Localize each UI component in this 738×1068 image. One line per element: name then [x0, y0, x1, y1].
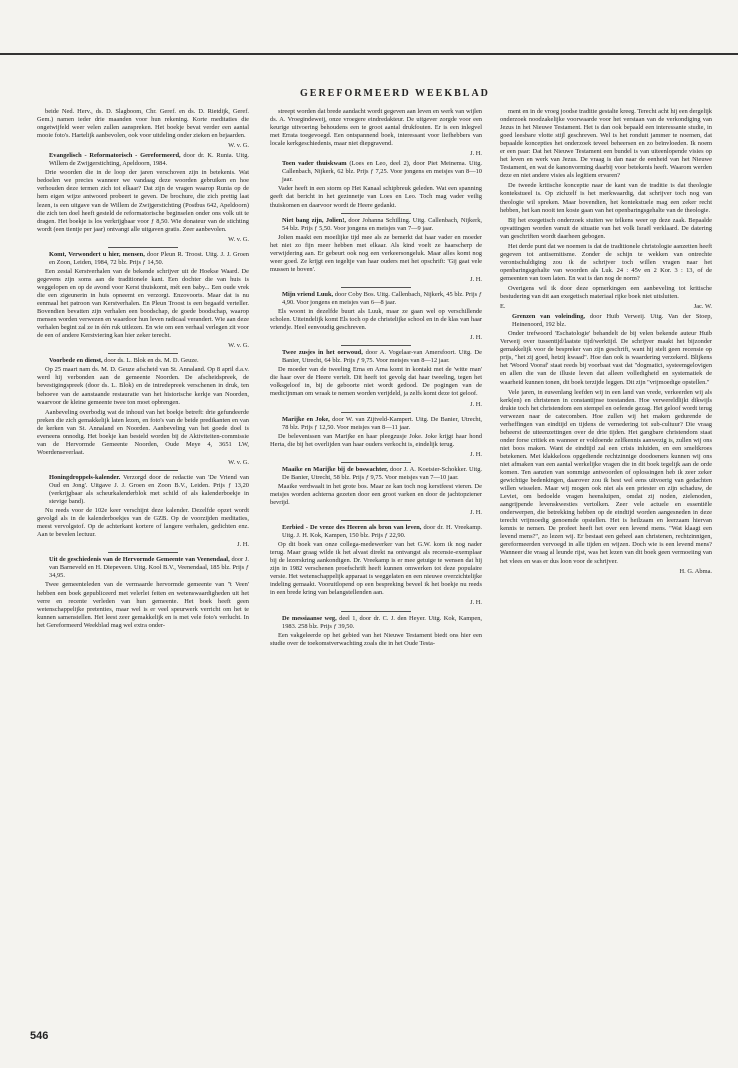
review-heading — [270, 217, 482, 233]
reviewer-signature: W. v. G. — [228, 142, 249, 150]
review-entry — [270, 615, 482, 648]
review-heading — [270, 160, 482, 184]
review-entry — [37, 556, 249, 629]
book-details: door A. Vogelaar-van Amersfoort. Uitg. De Banier, Utrecht, 64 blz. Prijs ƒ 9,75. Voor meisjes van 8—12 jaar. — [282, 349, 482, 365]
review-paragraph: Aanbeveling overbodig wat de inhoud van het boekje betreft: drie gefundeerde preken die zich gemakkelijk laten lezen, en foto's van de beide predikanten en van de kerken van St. Annaland en Noorden. Aanbeveling van het goede doel is eveneens onnodig. Het boekje kan besteld worden bij de Aktiviteiten-commissie van de Hervormde Gemeente Noorden, Oude Meye 4, 3651 LW, Woerdenseverlaat. — [37, 408, 249, 456]
review-paragraph: Vele jaren, in euwenlang leefden wij in een land van vrede, verkeerden wij als kerk(en) en christenen in constantijnse toestanden. Hoe verwereldlijkt dikwijls drukte toch het christendom een stempel en oefende gezag. Het geloof wordt terug verwezen naar de catecomben. Hoe zullen wij het maken gedurende de verheffingen van eindtijd en tijdens de vernedering tot sub-cultuur? Die vraag beheerst de uiteenzettingen over de drie tijden. Het gangbare christendom staat onder forse critiek en wanneer er voldoende zelfkennis aanwezig is, zullen wij ons niet boos maken. Want de eindtijd zal een crisis inluiden, en een smeltkroes betekenen. Met klakkeloos opgediende rechtzinnige doodoeners kunnen wij ons niet afmaken van een aantal werkelijke vragen die in dit boek tegelijk aan de orde komen. Ten aanzien van sommige antwoorden of oplossingen heb ik zeer zeker gewichtige bedenkingen, daarover zou ik best wel eens uitvoerig van gedachten willen wisselen. Maar wij mogen ook niet als een priester en zijn schaduw, de Leviet, om bedoelde vragen heensluipen, omdat zij noden, zielenoden, aangrijpende levenskwesties vertolken. Zeer vele actuele en essentiële onderwerpen, die betrekking hebben op de eindtijd worden aangesneden in deze terecht vrijmoedig genoemde opstellen. Het is heilzaam en leerzaam hiervan kennis te nemen. De profeet heeft het over een levend mens. "Wat klaagt een levend mens?", zo lezen wij. Er bestaat een geheel aan christenen, rechtzinnigen, gereformeerden vervoegd in alle tijden en wijzen. Doch wie is een levend mens? Wanneer die vraag al leunde rijst, was het lezen van dit boek geen vermoeiing van het vlees en was er dus loon voor de schrijver. — [500, 388, 712, 565]
review-entry — [270, 416, 482, 459]
review-entry — [37, 251, 249, 351]
review-heading — [37, 152, 249, 168]
reviewer-signature: J. H. — [470, 400, 482, 408]
reviewer-signature: W. v. G. — [228, 235, 249, 243]
book-details: deel 1, door dr. C. J. den Heyer. Uitg. Kok, Kampen, 1983. 258 blz. Prijs ƒ 39,50. — [282, 614, 482, 630]
paragraph: Het derde punt dat we noemen is dat de traditionele christologie aanzetten heeft gegeven tot antisemitisme. Zonder de schijn te wekken van ontrechte verontschuldiging zou ik de schrijver toch willen vragen naar het openbaringsgehalte van woorden als Luk. 24 : 45v en 2 Kor. 3 : 13, of de gemeenten van toen laten. En wat is dan nog de norm? — [500, 242, 712, 282]
review-heading — [270, 291, 482, 307]
column-2 — [270, 108, 482, 1026]
column-3 — [500, 108, 712, 1026]
review-entry — [37, 357, 249, 467]
review-heading — [270, 524, 482, 540]
book-title: Twee zusjes in het oerwoud, — [282, 349, 363, 357]
section-divider — [108, 353, 178, 354]
review-heading — [37, 474, 249, 506]
signature-row — [500, 303, 712, 311]
review-entry — [270, 466, 482, 517]
section-divider — [341, 287, 411, 288]
book-title: Komt, Verwondert u hier, mensen, — [49, 250, 145, 258]
book-details: door W. van Zijtveld-Kampert. Uitg. De Banier, Utrecht, 78 blz. Prijs ƒ 12,50. Voor meisjes van 8—11 jaar. — [282, 415, 482, 431]
book-details: door dr. H. Vreekamp. Uitg. J. H. Kok, Kampen, 150 blz. Prijs ƒ 22,90. — [282, 524, 482, 540]
reviewer-signature: J. H. — [470, 275, 482, 283]
book-title: Grenzen van voleinding, — [512, 313, 585, 321]
review-paragraph: Een zestal Kerstverhalen van de bekende schrijver uit de Hoekse Waard. De gegevens zijn soms aan de traditionele kant. Een dochter die van huis is weggelopen en op de avond voor Kerst thuiskomt, mét een baby... Een oude vrek die een zigeunerin in huis opneemt en verzorgt. Enzovoorts. Maar dat is nu eenmaal het patroon van Kerstverhalen. En Pleun Troost is een begaafd verteller. Bovendien bevatten zijn verhalen een boodschap, de goede boodschap, waarop mensen worden verwezen en waardoor hun leven radicaal verandert. Wie aan deze verhalen begint zal ze in één ruk uitlezen. En wie om een verhaal verlegen zit voor de een of andere Kerstviering kan hier zeker terecht. — [37, 267, 249, 340]
book-title: Mijn vriend Luuk, — [282, 290, 334, 298]
section-divider — [108, 470, 178, 471]
page-number: 546 — [30, 1030, 49, 1042]
section-divider — [341, 462, 411, 463]
review-paragraph: De belevenissen van Marijke en haar pleegzusje Joke. Joke krijgt haar hond Herta, die bij het overlijden van haar ouders verkocht is, eindelijk terug. — [270, 432, 482, 448]
review-heading — [37, 251, 249, 267]
paragraph: Overigens wil ik door deze opmerkingen een aanbeveling tot kritische bestudering van dit aan exegetisch materiaal rijke boek niet uitsluiten. — [500, 284, 712, 301]
book-details: door Coby Bos. Uitg. Callenbach, Nijkerk, 45 blz. Prijs ƒ 4,90. Voor jongens en meisjes van 6—8 jaar. — [282, 290, 482, 306]
book-details: door dr. K. Runia. Uitg. Willem de Zwijgerstichting, Apeldoorn, 1984. — [49, 152, 249, 168]
review-paragraph: Twee gemeenteleden van de vermaarde hervormde gemeente van ''t Veen' hebben een boek gepubliceerd met velerlei feiten en wetenswaardigheden uit het verre en recente verleden van hun gemeente. Het boek heeft geen wetenschappelijke pretenties, maar wel is er veel speurwerk verricht om het te kunnen samenstellen. Het leest zeer gemakkelijk en is met vele foto's verlucht. In het Gereformeerd Weekblad mag wel extra onder- — [37, 581, 249, 629]
paragraph: ment en in de vroeg joodse traditie gestalte kreeg. Terecht acht hij een dergelijk onderzoek noodzakelijke voorwaarde voor het verstaan van de verkondiging van Jezus in het Nieuwe Testament. Het is dan ook bepaald een interessante studie, in goed leesbare vlotte stijl geschreven. Wel is het ronduit jammer te noemen, dat bepaalde koncepties het onderzoek teveel beheersen en zo beïnvloeden. Ik noem er een paar: Dat het Nieuwe Testament een bundel is van uiteenlopende visies op het leven en werk van Jezus. De vraag is dan naar de eenheid van het Nieuwe Testament, en wat de kanonvorming daarbij voor betekenis heeft. Waarom werden deze en niet andere visies als legitiem ervaren? — [500, 108, 712, 180]
book-title: Marijke en Joke, — [282, 415, 330, 423]
review-paragraph: Maaike verdwaalt in het grote bos. Maar ze kan toch nog kerstfeest vieren. De meisjes worden achterna gezeten door een groot varken en door de jachtopziener bevrijd. — [270, 482, 482, 506]
review-heading — [270, 349, 482, 365]
review-paragraph: Vader heeft in een storm op Het Kanaal schipbreuk geleden. Wat een spanning geeft dat bericht in het gezinnetje van Loes en Leo. Toch mag vader veilig thuiskomen en daarvoor wordt de Heere gedankt. — [270, 185, 482, 209]
book-details: (Loes en Leo, deel 2), door Piet Meinema. Uitg. Callenbach, Nijkerk, 62 blz. Prijs ƒ 7,25. Voor jongens en meisjes van 8—10 jaar. — [282, 160, 482, 184]
review-entry — [500, 313, 712, 576]
book-details: door J. van Barneveld en H. Diepeveen. Uitg. Kool B.V., Veenendaal, 185 blz. Prijs ƒ 34,95. — [49, 556, 249, 580]
book-details: door J. A. Koetsier-Schokker. Uitg. De Banier, Utrecht, 58 blz. Prijs ƒ 9,75. Voor meisjes van 7—10 jaar. — [282, 465, 482, 481]
section-divider — [341, 520, 411, 521]
reviewer-signature: J. H. — [237, 541, 249, 549]
book-title: De messiaanse weg, — [282, 614, 337, 622]
review-paragraph: Een vakgeleerde op het gebied van het Nieuwe Testament biedt ons hier een studie over de toekomstverwachting zoals die in het Oude Testa- — [270, 631, 482, 647]
review-entry — [37, 152, 249, 244]
section-divider — [341, 412, 411, 413]
review-entry — [37, 474, 249, 549]
paragraph: De tweede kritische konceptie naar de kant van de traditie is dat theologie kontekstueel is. Op zichzelf is het merkwaardig, dat schrijver toch nog van theologie wil spreken. Maar bovendien, het kontekstuele mag een zeker recht hebben, het kan nooit ten koste gaan van het openbaringsgehalte van de theologie. — [500, 182, 712, 214]
column-1 — [37, 108, 249, 1026]
review-paragraph: Onder trefwoord 'Eschatologie' behandelt de bij velen bekende auteur Huib Verweij over tussentijd/laatste tijd/werktijd. De schrijver maakt het bijzonder gemakkelijk voor de bespreker van zijn geschrift, want hij stelt geen recensie op prijs, "het zij goed, hetzij kwaad". Hoe dan ook is waardering verzekerd. Blijkens het 'Woord Vooraf' staat reeds bij voorbaat vast dat "dogmatici, systeemgelovigen en allen die van de illusie leven dat alleen volledigheid en systematiek de waarheid kunnen tonen, dit boek terzijde leggen. Dit zijn "vrijmoedige opstellen." — [500, 330, 712, 386]
review-heading — [270, 615, 482, 631]
book-details: door Pleun R. Troost. Uitg. J. J. Groen en Zoon, Leiden, 1984, 72 blz. Prijs ƒ 14,50. — [49, 250, 249, 266]
book-title: Niet bang zijn, Jolien!, — [282, 216, 346, 224]
section-divider — [108, 552, 178, 553]
book-details: Verzorgd door de redactie van 'De Vriend van Oud en Jong'. Uitgave J. J. Groen en Zoon B.V., Leiden. Prijs ƒ 13,20 (verkrijgbaar als scheurkalenderblok met schild of als kalenderboekje in stevige band). — [49, 473, 249, 506]
section-divider — [341, 213, 411, 214]
review-entry — [270, 160, 482, 209]
book-title: Voorbede en dienst, — [49, 357, 103, 365]
review-paragraph: Op dit boek van onze collega-medewerker van het G.W. kom ik nog nader terug. Maar graag wilde ik het alvast direkt na ontvangst als recensie-exemplaar bij de lezerskring aankondigen. Dr. Vreekamp is er mee getuige te wensen dat hij zijn in 1982 verschenen proefschrift heeft kunnen omwerken tot deze populaire versie. Het wetenschappelijk apparaat is weggelaten en een nieuwe overzichtelijke indeling gemaakt. Vooruitlopend op een bespreking beveel ik het boekje nu reeds in een brede kring van belangstellenden aan. — [270, 541, 482, 597]
section-divider — [341, 611, 411, 612]
reviewer-signature: H. G. Abma. — [679, 567, 712, 575]
paragraph: streept worden dat brede aandacht wordt gegeven aan leven en werk van wijlen ds. A. Vroegindeweij, onze vroegere eindredakteur. De uitgever zorgde voor een keurige uitvoering behoudens een te groot aantal drukfouten. Er is een inlegvel met Errata toegevoegd. Een ontspannend boek, interessant voor liefhebbers van locale kerkgeschiedenis, maar niet diepgravend. — [270, 108, 482, 148]
review-paragraph: Nu reeds voor de 102e keer verschijnt deze kalender. Dezelfde opzet wordt gevolgd als in de kalenderboekjes van de GZB. Op de voorzijden meditaties, meest vervolgstof. Op de achterkant kortere of langere verhalen, gedichten enz. Aan te bevelen lectuur. — [37, 507, 249, 539]
review-entry — [270, 349, 482, 408]
book-title: Eerbied - De vreze des Heeren als bron van leven, — [282, 524, 422, 532]
section-divider — [341, 345, 411, 346]
book-title: Uit de geschiedenis van de Hervormde Gemeente van Veenendaal, — [49, 556, 230, 564]
section-divider — [108, 247, 178, 248]
reviewer-signature: J. H. — [470, 334, 482, 342]
review-heading — [270, 416, 482, 432]
book-title: Honingdroppels-kalender. — [49, 473, 121, 481]
review-heading — [37, 556, 249, 580]
book-details: door ds. L. Blok en ds. M. D. Geuze. — [102, 357, 199, 365]
review-heading — [270, 466, 482, 482]
reviewer-signature: W. v. G. — [228, 458, 249, 466]
book-title: Evangelisch - Reformatorisch - Gereformeerd, — [49, 152, 181, 160]
signature-left: E. — [500, 303, 506, 311]
book-title: Maaike en Marijke bij de boswachter, — [282, 465, 388, 473]
review-heading — [500, 313, 712, 329]
reviewer-signature: J. H. — [470, 509, 482, 517]
review-entry — [270, 524, 482, 607]
review-entry — [270, 217, 482, 284]
reviewer-signature: J. H. — [470, 599, 482, 607]
book-title: Toen vader thuiskwam — [282, 160, 347, 168]
reviewer-signature: W. v. G. — [228, 342, 249, 350]
reviewer-signature: J. H. — [470, 450, 482, 458]
page-header-title: GEREFORMEERD WEEKBLAD — [300, 88, 490, 99]
reviewer-signature: Jac. W. — [693, 303, 712, 311]
reviewer-signature: J. H. — [470, 150, 482, 158]
review-entry — [270, 291, 482, 342]
review-paragraph: De moeder van de tweeling Erna en Arna komt in kontakt met de 'witte man' die haar over de Heere vertelt. Dit heeft tot gevolg dat haar tweeling, tegen het volksgeloof in, bij de geboorte niet wordt gedood. De pogingen van de medicijnman om wraak te nemen worden verijdeld, ja zelfs komt deze tot geloof. — [270, 366, 482, 398]
book-details: door Huib Verweij. Uitg. Van der Stoep, Heinenoord, 192 blz. — [512, 313, 712, 329]
paragraph: Bij het exegetisch onderzoek stuiten we telkens weer op deze zaak. Bepaalde opvattingen worden vanuit de situatie van het volk Israël verklaard. De datering van geschriften wordt daarheen gebogen. — [500, 216, 712, 240]
paragraph: beide Ned. Herv., ds. D. Slagboom, Chr. Geref. en ds. D. Rietdijk, Geref. Gem.) namen ieder drie maanden voor hun rekening. Korte meditaties die ongetwijfeld weer velen zullen aanspreken. Het boekje bevat verder een aantal mooie foto's. Hartelijk aanbevolen, ook voor uitdeling onder zieken en bejaarden. — [37, 108, 249, 140]
review-paragraph: Op 25 maart nam ds. M. D. Geuze afscheid van St. Annaland. Op 8 april d.a.v. werd hij verbonden aan de gemeente Noorden. De afscheidspreek, de bevestigingspreek (door ds. L. Blok) en de intredepreek verschenen in druk, ten behoeve van de aanstaande restauratie van het historische kerkje van Noorden, waarvoor de kleine gemeente twee ton moet opbrengen. — [37, 366, 249, 406]
review-paragraph: Drie woorden die in de loop der jaren verschoven zijn in betekenis. Wat bedoelen we precies wanneer we vandaag deze woorden gebruiken en hoe verhouden deze termen zich tot elkaar? Dat zijn de vragen waarop Runia op de hem eigen wijze antwoord probeert te geven. De brochure, die zich prettig laat lezen, is een uitgave van de Willem de Zwijgerstichting (Postbus 642, Apeldoorn) die zich ten doel heeft gesteld de reformatorische beginselen onder ons volk uit te dragen. Het boekje is los verkrijgbaar voor ƒ 8,50. Wie donateur van de stichting wordt (een tientje per jaar) ontvangt alle uitgaven gratis. Zeer aanbevolen. — [37, 169, 249, 233]
review-paragraph: Jolien maakt een moeilijke tijd mee als ze bemerkt dat haar vader en moeder het niet zo fijn meer hebben met elkaar. Als kind voelt ze haarscherp de verwijdering aan. Er gebeurt ook nog een verkeersongeluk. Maar alles komt nog weer goed. Ze krijgt een tegeltje van haar ouders met het opschrift: 'Gij gaat vele mussen te boven'. — [270, 233, 482, 273]
review-heading — [37, 357, 249, 365]
top-rule — [0, 53, 738, 55]
book-details: door Johanna Schilling. Uitg. Callenbach, Nijkerk, 54 blz. Prijs ƒ 5,50. Voor jongens en meisjes van 7—9 jaar. — [282, 216, 482, 232]
review-paragraph: Els woont in dezelfde buurt als Luuk, maar ze gaan wel op verschillende scholen. Uiteindelijk komt Els toch op de christelijke school en in de klas van haar vriendje. Heel eenvoudig geschreven. — [270, 308, 482, 332]
